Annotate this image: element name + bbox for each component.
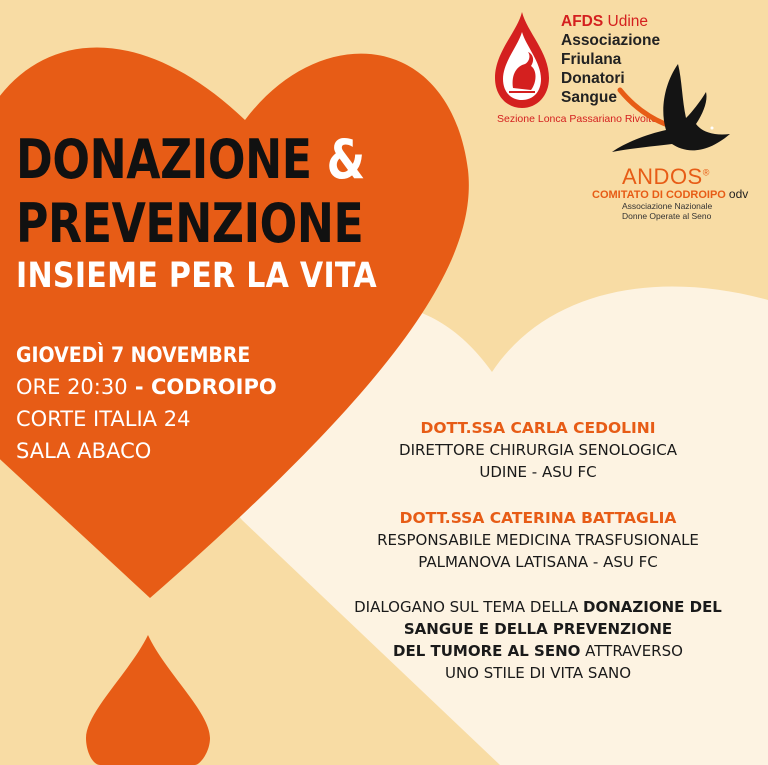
event-room: SALA ABACO xyxy=(16,439,152,463)
speaker-1 xyxy=(320,417,756,483)
speaker-2 xyxy=(320,507,756,573)
title-ampersand: & xyxy=(326,128,365,191)
speaker-2-place: PALMANOVA LATISANA - ASU FC xyxy=(418,553,658,571)
afds-name: AFDS xyxy=(561,13,604,30)
speaker-2-name: DOTT.SSA CATERINA BATTAGLIA xyxy=(399,509,677,527)
andos-committee: COMITATO DI CODROIPO odv xyxy=(592,187,749,201)
speaker-1-role: DIRETTORE CHIRURGIA SENOLOGICA xyxy=(399,441,677,459)
title-line-1 xyxy=(16,130,365,190)
title-donazione: DONAZIONE xyxy=(16,128,312,191)
event-date: GIOVEDÌ 7 NOVEMBRE xyxy=(16,343,251,367)
speaker-1-name: DOTT.SSA CARLA CEDOLINI xyxy=(420,419,656,437)
title-line-2: PREVENZIONE xyxy=(16,192,364,255)
afds-text: AFDS Udine Associazione Friulana Donatori Sangue xyxy=(561,13,661,106)
event-separator: - xyxy=(127,375,151,399)
blood-drop-pelican-icon xyxy=(493,10,551,110)
afds-city: Udine xyxy=(607,13,649,30)
blood-drop-shape xyxy=(86,635,210,765)
andos-subtitle: Associazione Nazionale Donne Operate al Seno xyxy=(622,201,713,221)
andos-name: ANDOS® xyxy=(622,164,710,189)
event-time: ORE 20:30 xyxy=(16,375,128,399)
afds-section: Sezione Lonca Passariano Rivolto xyxy=(497,113,657,125)
speaker-1-place: UDINE - ASU FC xyxy=(479,463,597,481)
event-address: CORTE ITALIA 24 xyxy=(16,407,191,431)
event-city: CODROIPO xyxy=(150,375,277,399)
speaker-2-role: RESPONSABILE MEDICINA TRASFUSIONALE xyxy=(377,531,699,549)
event-time-city xyxy=(16,371,277,403)
swallow-icon xyxy=(608,60,738,168)
subtitle: INSIEME PER LA VITA xyxy=(16,256,377,296)
description: DIALOGANO SUL TEMA DELLA DONAZIONE DEL SANGUE E DELLA PREVENZIONE DEL TUMORE AL SENO ATTRAVERSO UNO STILE DI VITA SANO xyxy=(354,598,722,682)
